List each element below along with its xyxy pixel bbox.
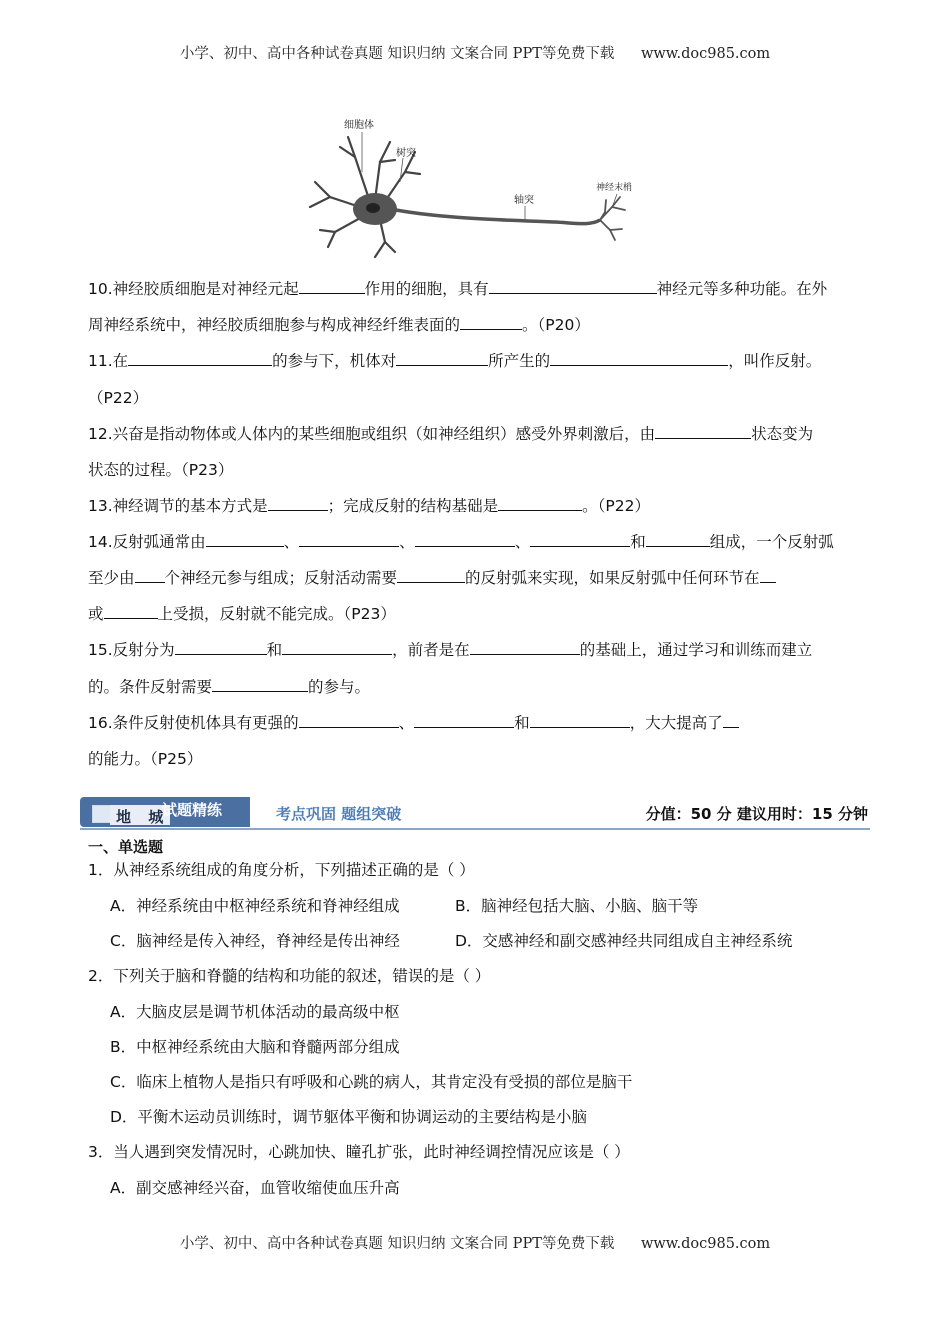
q11-line-2: [88, 388, 868, 408]
q14-line-1: [88, 532, 868, 552]
banner-tab-left: 地 城: [116, 808, 170, 826]
q11-text: 的参与下，机体对: [272, 352, 397, 370]
q2-option-b[interactable]: B．中枢神经系统由大脑和脊髓两部分组成: [110, 1038, 400, 1056]
blank[interactable]: [655, 424, 751, 439]
neuron-diagram: [300, 112, 650, 262]
q11-text: 11.在: [88, 352, 129, 370]
q15-text: 和: [266, 641, 283, 659]
q15-text: ，前者是在: [392, 641, 470, 659]
q14-text: 、: [399, 533, 415, 551]
soma-label: 细胞体: [344, 120, 374, 131]
q13-line-1: [88, 496, 868, 516]
q16-text: 16.条件反射使机体具有更强的: [88, 714, 299, 732]
q12-text: 状态的过程。（P23）: [88, 461, 234, 479]
banner-subtitle: 考点巩固 题组突破: [276, 805, 402, 823]
q15-text: 的基础上，通过学习和训练而建立: [579, 641, 813, 659]
blank[interactable]: [299, 532, 399, 547]
blank[interactable]: [489, 279, 657, 294]
q10-text: 。（P20）: [522, 316, 590, 334]
q1-option-d[interactable]: D．交感神经和副交感神经共同组成自主神经系统: [455, 932, 793, 950]
blank[interactable]: [397, 568, 465, 583]
q13-text: 。（P22）: [582, 497, 650, 515]
q16-text: 的能力。（P25）: [88, 750, 203, 768]
page-header: [0, 42, 950, 63]
q14-text: 和: [630, 533, 646, 551]
q14-text: 、: [283, 533, 300, 551]
q11-line-1: [88, 351, 868, 371]
blank[interactable]: [498, 496, 582, 511]
banner-rule: [80, 828, 870, 830]
blank[interactable]: [760, 568, 776, 583]
blank[interactable]: [530, 532, 630, 547]
q16-text: ，大大提高了: [629, 714, 723, 732]
blank[interactable]: [646, 532, 710, 547]
blank[interactable]: [415, 532, 515, 547]
q14-text: 的反射弧来实现，如果反射弧中任何环节在: [465, 569, 760, 587]
q10-line-1: [88, 279, 868, 299]
q14-text: 、: [514, 533, 531, 551]
q16-line-1: [88, 713, 868, 733]
q16-text: 、: [398, 714, 415, 732]
q14-line-2: [88, 568, 868, 588]
q15-text: 的。条件反射需要: [88, 678, 213, 696]
q2-option-d[interactable]: D．平衡木运动员训练时，调节躯体平衡和协调运动的主要结构是小脑: [110, 1108, 587, 1126]
q11-text: ，叫作反射。: [728, 352, 822, 370]
q12-line-2: [88, 460, 868, 480]
q14-text: 上受损，反射就不能完成。（P23）: [157, 605, 396, 623]
blank[interactable]: [470, 640, 580, 655]
q1-option-a[interactable]: A．神经系统由中枢神经系统和脊神经组成: [110, 897, 400, 915]
q14-text: 或: [88, 605, 104, 623]
blank[interactable]: [723, 713, 739, 728]
q15-line-2: [88, 677, 868, 697]
q2-option-a[interactable]: A．大脑皮层是调节机体活动的最高级中枢: [110, 1003, 400, 1021]
q13-text: 13.神经调节的基本方式是: [88, 497, 268, 515]
q14-text: 组成，一个反射弧: [709, 533, 834, 551]
q16-text: 和: [514, 714, 530, 732]
list-icon: [92, 805, 112, 823]
q11-text: 所产生的: [488, 352, 551, 370]
footer-url[interactable]: www.doc985.com: [640, 1236, 771, 1252]
q14-line-3: [88, 604, 868, 624]
question-1-stem: 1．从神经系统组成的角度分析，下列描述正确的是（ ）: [88, 861, 475, 879]
blank[interactable]: [299, 713, 399, 728]
q10-text: 作用的细胞，具有: [364, 280, 489, 298]
blank[interactable]: [175, 640, 267, 655]
page-footer: [0, 1232, 950, 1253]
q10-text: 10.神经胶质细胞是对神经元起: [88, 280, 299, 298]
question-3-stem: 3．当人遇到突发情况时，心跳加快、瞳孔扩张，此时神经调控情况应该是（ ）: [88, 1143, 630, 1161]
section-banner: [80, 795, 870, 831]
q10-text: 周神经系统中，神经胶质细胞参与构成神经纤维表面的: [88, 316, 461, 334]
q14-text: 至少由: [88, 569, 135, 587]
blank[interactable]: [128, 351, 272, 366]
blank[interactable]: [135, 568, 165, 583]
neuron-figure: [300, 112, 650, 262]
blank[interactable]: [530, 713, 630, 728]
q3-option-a[interactable]: A．副交感神经兴奋，血管收缩使血压升高: [110, 1179, 400, 1197]
q1-option-c[interactable]: C．脑神经是传入神经，脊神经是传出神经: [110, 932, 400, 950]
q10-line-2: [88, 315, 868, 335]
blank[interactable]: [550, 351, 728, 366]
header-url[interactable]: www.doc985.com: [640, 46, 771, 62]
q12-text: 状态变为: [751, 425, 814, 443]
blank[interactable]: [396, 351, 488, 366]
q15-line-1: [88, 640, 868, 660]
q15-text: 15.反射分为: [88, 641, 175, 659]
dendrite-label: 树突: [396, 148, 416, 159]
terminal-label: 神经末梢: [596, 183, 633, 193]
header-text: 小学、初中、高中各种试卷真题 知识归纳 文案合同 PPT等免费下载: [179, 46, 615, 62]
q16-line-2: [88, 749, 868, 769]
q11-text: （P22）: [88, 389, 149, 407]
q12-text: 12.兴奋是指动物体或人体内的某些细胞或组织（如神经组织）感受外界刺激后，由: [88, 425, 656, 443]
q13-text: ；完成反射的结构基础是: [327, 497, 499, 515]
q2-option-c[interactable]: C．临床上植物人是指只有呼吸和心跳的病人，其肯定没有受损的部位是脑干: [110, 1073, 633, 1091]
blank[interactable]: [206, 532, 284, 547]
blank[interactable]: [282, 640, 392, 655]
question-2-stem: 2．下列关于脑和脊髓的结构和功能的叙述，错误的是（ ）: [88, 967, 491, 985]
blank[interactable]: [299, 279, 365, 294]
blank[interactable]: [268, 496, 328, 511]
q12-line-1: [88, 424, 868, 444]
banner-score: 分值：50 分 建议用时：15 分钟: [645, 805, 868, 823]
section-title: 一、单选题: [88, 838, 164, 856]
q1-option-b[interactable]: B．脑神经包括大脑、小脑、脑干等: [455, 897, 699, 915]
q14-text: 14.反射弧通常由: [88, 533, 206, 551]
footer-text: 小学、初中、高中各种试卷真题 知识归纳 文案合同 PPT等免费下载: [179, 1236, 615, 1252]
blank[interactable]: [414, 713, 514, 728]
blank[interactable]: [460, 315, 522, 330]
blank[interactable]: [212, 677, 308, 692]
q10-text: 神经元等多种功能。在外: [656, 280, 828, 298]
q15-text: 的参与。: [308, 678, 371, 696]
blank[interactable]: [104, 604, 158, 619]
axon-label: 轴突: [514, 195, 534, 206]
q14-text: 个神经元参与组成；反射活动需要: [164, 569, 398, 587]
banner-tab-title: 试题精练: [162, 801, 223, 819]
